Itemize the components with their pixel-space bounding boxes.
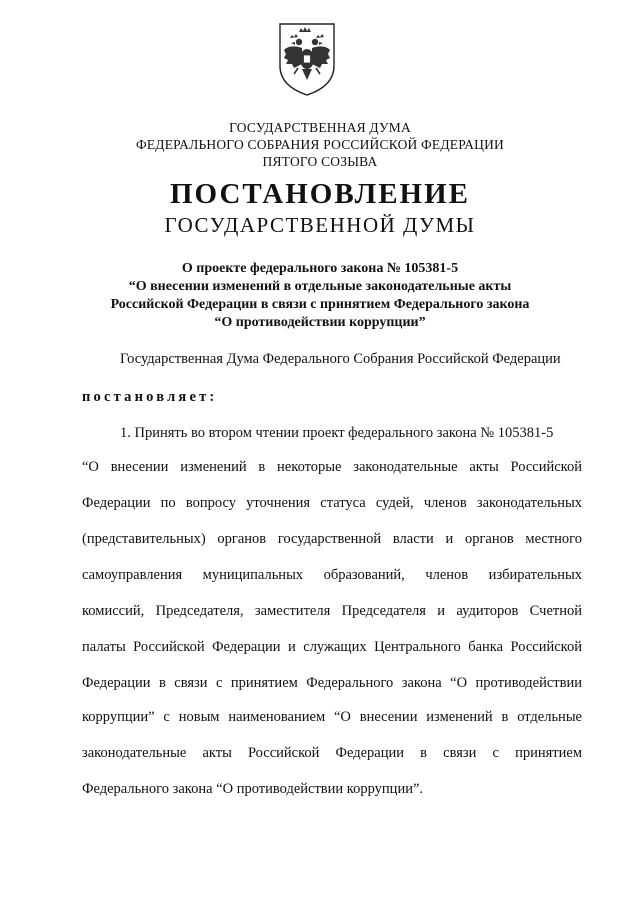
paragraph-line: “О внесении изменений в некоторые законодательные акты Российской [82,459,582,475]
paragraph-line: Федерального закона “О противодействии коррупции”. [82,781,424,797]
intro-text: Государственная Дума Федерального Собрания Российской Федерации [120,351,561,367]
subject-line: “О противодействии коррупции” [214,315,426,330]
paragraph-line: самоуправления муниципальных образований, членов избирательных [82,567,582,583]
paragraph-line: Федерации в связи с принятием Федерального закона “О противодействии [82,675,582,691]
resolves-label: постановляет: [82,389,218,405]
paragraph-line: (представительных) органов государственной власти и органов местного [82,531,582,547]
paragraph-line: Федерации по вопросу уточнения статуса судей, членов законодательных [82,495,582,511]
document-subtitle: ГОСУДАРСТВЕННОЙ ДУМЫ [164,213,476,237]
header-assembly-name: ФЕДЕРАЛЬНОГО СОБРАНИЯ РОССИЙСКОЙ ФЕДЕРАЦИИ [136,137,504,152]
document-title: ПОСТАНОВЛЕНИЕ [169,178,470,210]
paragraph-line: палаты Российской Федерации и служащих Центрального банка Российской [82,639,582,655]
paragraph-line: 1. Принять во втором чтении проект федерального закона № 105381-5 [120,425,554,441]
subject-line: “О внесении изменений в отдельные законодательные акты [128,279,512,294]
paragraph-line: законодательные акты Российской Федерации в связи с принятием [82,745,582,761]
coat-of-arms-icon [276,20,338,98]
document-subject [0,260,640,332]
paragraph-line: коррупции” с новым наименованием “О внесении изменений в отдельные [82,709,582,725]
subject-line: Российской Федерации в связи с принятием Федерального закона [110,297,530,312]
subject-line: О проекте федерального закона № 105381-5 [181,261,459,276]
header-chamber-name: ГОСУДАРСТВЕННАЯ ДУМА [229,120,411,135]
header-convocation: ПЯТОГО СОЗЫВА [262,154,378,169]
paragraph-line: комиссий, Председателя, заместителя Председателя и аудиторов Счетной [82,603,582,619]
